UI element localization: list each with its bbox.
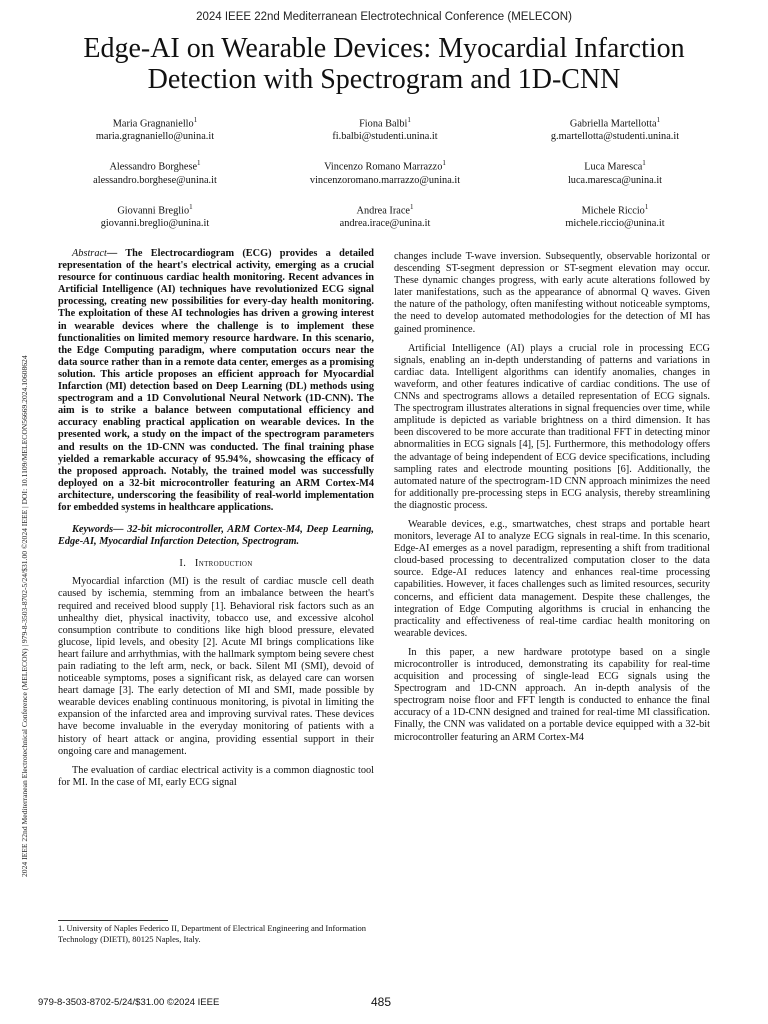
author-entry [40, 201, 270, 230]
author-email: g.martellotta@studenti.unina.it [550, 131, 680, 143]
author-name: Michele Riccio [581, 205, 645, 217]
author-email: alessandro.borghese@unina.it [93, 174, 217, 186]
affiliation-mark: 1 [642, 159, 646, 168]
author-email: michele.riccio@unina.it [565, 218, 665, 230]
section-heading-introduction [58, 558, 374, 570]
footer-copyright: 979-8-3503-8702-5/24/$31.00 ©2024 IEEE [38, 997, 220, 1008]
author-name: Vincenzo Romano Marrazzo [324, 161, 443, 173]
abstract [58, 248, 374, 514]
affiliation-mark: 1 [442, 159, 446, 168]
section-title-rest: ntroduction [198, 558, 253, 570]
author-entry [500, 157, 730, 186]
author-email: andrea.irace@unina.it [339, 218, 431, 230]
affiliation-mark: 1 [189, 202, 193, 211]
keywords [58, 524, 374, 548]
author-name: Luca Maresca [584, 161, 643, 173]
conference-header: 2024 IEEE 22nd Mediterranean Electrotechnical Conference (MELECON) [196, 11, 572, 23]
author-entry [270, 201, 500, 230]
section-number: I. [179, 558, 187, 570]
author-email: fi.balbi@studenti.unina.it [332, 131, 438, 143]
author-name: Maria Gragnaniello [112, 118, 194, 130]
doi-side-note: 2024 IEEE 22nd Mediterranean Electrotechnical Conference (MELECON) | 979-8-3503-8702-5/24/$31.00 ©2024 IEEE | DOI: 10.1109/MELECON56669.2024.10608624 [20, 355, 29, 877]
abstract-label: Abstract [72, 248, 107, 259]
author-name: Giovanni Breglio [117, 205, 190, 217]
affiliation-mark: 1 [407, 116, 411, 124]
body-paragraph: In this paper, a new hardware prototype based on a single microcontroller is introduced, demonstrating its capability for real-time acquisition and processing of single-lead ECG signals using the Spectrogram and 1D-CNN approach. An in-depth analysis of the spectrogram noise floor and FFT length is conducted to enhance the final accuracy of a 1D-CNN designed and trained for real-time MI classification. Finally, the CNN was validated on a portable device equipped with a 32-bit microcontroller featuring an ARM Cortex-M4 [394, 646, 710, 743]
author-entry [270, 157, 500, 186]
author-entry [40, 157, 270, 186]
author-email: vincenzoromano.marrazzo@unina.it [309, 174, 461, 186]
author-entry [500, 114, 730, 143]
keywords-label: Keywords [72, 524, 114, 536]
left-column [58, 248, 374, 796]
abstract-dash: — [106, 248, 126, 259]
body-paragraph: The evaluation of cardiac electrical activity is a common diagnostic tool for MI. In the case of MI, early ECG signal [58, 764, 374, 788]
author-entry [270, 114, 500, 143]
author-name: Fiona Balbi [359, 118, 408, 130]
footnote: 1. University of Naples Federico II, Department of Electrical Engineering and Information Technology (DIETI), 80125 Naples, Italy. [58, 923, 367, 944]
abstract-text: The Electrocardiogram (ECG) provides a detailed representation of the heart's electrical activity, emerging as a crucial resource for continuous cardiac health monitoring. Recent advances in Artificial Intelligence (AI) techniques have revolutionized ECG signal processing, creating new possibilities for every-day health monitoring. The exploitation of these AI technologies has driven a growing interest in wearable devices where the challenge is to implement these functionalities on limited memory resource hardware. In this scenario, the Edge Computing paradigm, where computation occurs near the data source rather than in a remote data center, emerges as a promising solution. This article proposes an efficient approach for Myocardial Infarction (MI) detection based on Deep Learning (DL) methods using spectrogram and a 1D Convolutional Neural Network (1D-CNN). The aim is to strike a balance between computational efficiency and accuracy enabling practical application on wearable devices. In the presented work, a study on the impact of the spectrogram parameters and results on the 1D-CNN was conducted. The final training phase yielded a remarkable accuracy of 95.94%, showcasing the efficacy of the proposed approach. Notably, the trained model was successfully deployed on a 32-bit microcontroller featuring an ARM Cortex-M4 architecture, underscoring the feasibility of real-world implementation for embedded systems in healthcare applications. [58, 248, 375, 513]
author-entry [40, 114, 270, 143]
author-email: giovanni.breglio@unina.it [100, 218, 210, 230]
author-name: Andrea Irace [356, 205, 410, 217]
affiliation-mark: 1 [644, 202, 649, 211]
author-email: maria.gragnaniello@unina.it [95, 131, 215, 143]
affiliation-mark: 1 [409, 202, 414, 211]
author-email: luca.maresca@unina.it [567, 174, 663, 186]
author-name: Gabriella Martellotta [569, 118, 657, 130]
affiliation-mark: 1 [656, 116, 661, 124]
author-list [40, 114, 730, 230]
affiliation-mark: 1 [197, 159, 201, 168]
body-paragraph: changes include T-wave inversion. Subsequently, observable horizontal or descending ST-segment depression or ST-segment elevation may occur. These dynamic changes progress, with early acute alterations followed by later manifestations, such as the appearance of abnormal Q waves. Given the nature of the pathology, often manifesting without noticeable symptoms, the need to develop automated methodologies for the detection of MI has gained prominence. [394, 251, 710, 335]
section-initial: I [194, 558, 199, 570]
body-paragraph: Myocardial infarction (MI) is the result of cardiac muscle cell death caused by ischemia, stemming from an imbalance between the heart's required and received blood supply [1]. Behavioral risk factors such as an unhealthy diet, physical inactivity, tobacco use, and excessive alcohol consumption contribute to conditions like high blood pressure, elevated glucose, lipid levels, and obesity [2]. Acute MI brings complications like heart failure and arrhythmias, with the hallmark symptom being severe chest pain radiating to the left arm, neck, or back. Silent MI (SMI), devoid of noticeable symptoms, poses a significant risk, as delayed care can worsen heart damage [3]. The early detection of MI and SMI, made possible by wearable devices enabling continuous monitoring, is pivotal in limiting the expansion of the infarcted area and improving survival rates. These devices have become invaluable in the everyday monitoring of patients with a history of heart attack or angina, providing essential support in their ongoing care and management. [58, 576, 374, 757]
author-entry [500, 201, 730, 230]
body-paragraph: Wearable devices, e.g., smartwatches, chest straps and portable heart monitors, leverage AI to analyze ECG signals in real-time. In this scenario, Edge-AI emerges as a novel paradigm, representing a shift from traditional cloud-based processing to decentralized computation closer to the data source. Edge-AI reduces latency and enhances real-time processing capabilities. However, it faces challenges such as limited resources, security concerns, and efficient data management. Despite these challenges, the integration of Edge Computing algorithms is crucial in enhancing the practicality and effectiveness of real-time cardiac health monitoring on wearable devices. [394, 518, 710, 639]
paper-title: Edge-AI on Wearable Devices: Myocardial Infarction Detection with Spectrogram and 1D-CNN [83, 33, 685, 95]
footnote-rule [58, 920, 168, 921]
body-paragraph: Artificial Intelligence (AI) plays a crucial role in processing ECG signals, enabling an in-depth understanding of patterns and variations in cardiac data. Intelligent algorithms can identify anomalies, changes in waveform, and other features indicative of cardiac conditions. The use of CNNs and spectrograms allows a detailed representation of ECG signals. The spectrogram illustrates alterations in signal frequencies over time, while amplitude is depicted as variable brightness on a third dimension. It has been discovered to be more accurate than traditional FFT in detecting minor abnormalities in ECG signals [4], [5]. Furthermore, this methodology offers the advantage of being independent of ECG device specifications, including sampling rates and electrode mounting positions [6]. Additionally, the automated nature of the spectrogram-1D CNN approach minimizes the need for additionally pre-processing steps in ECG analysis, thereby streamlining the diagnostic process. [394, 342, 710, 511]
right-column [394, 251, 710, 751]
affiliation-mark: 1 [193, 116, 198, 124]
keywords-text: — 32-bit microcontroller, ARM Cortex-M4, Deep Learning, Edge-AI, Myocardial Infarction Detection, Spectrogram. [58, 524, 374, 548]
page-number: 485 [371, 995, 392, 1009]
author-name: Alessandro Borghese [109, 161, 198, 173]
